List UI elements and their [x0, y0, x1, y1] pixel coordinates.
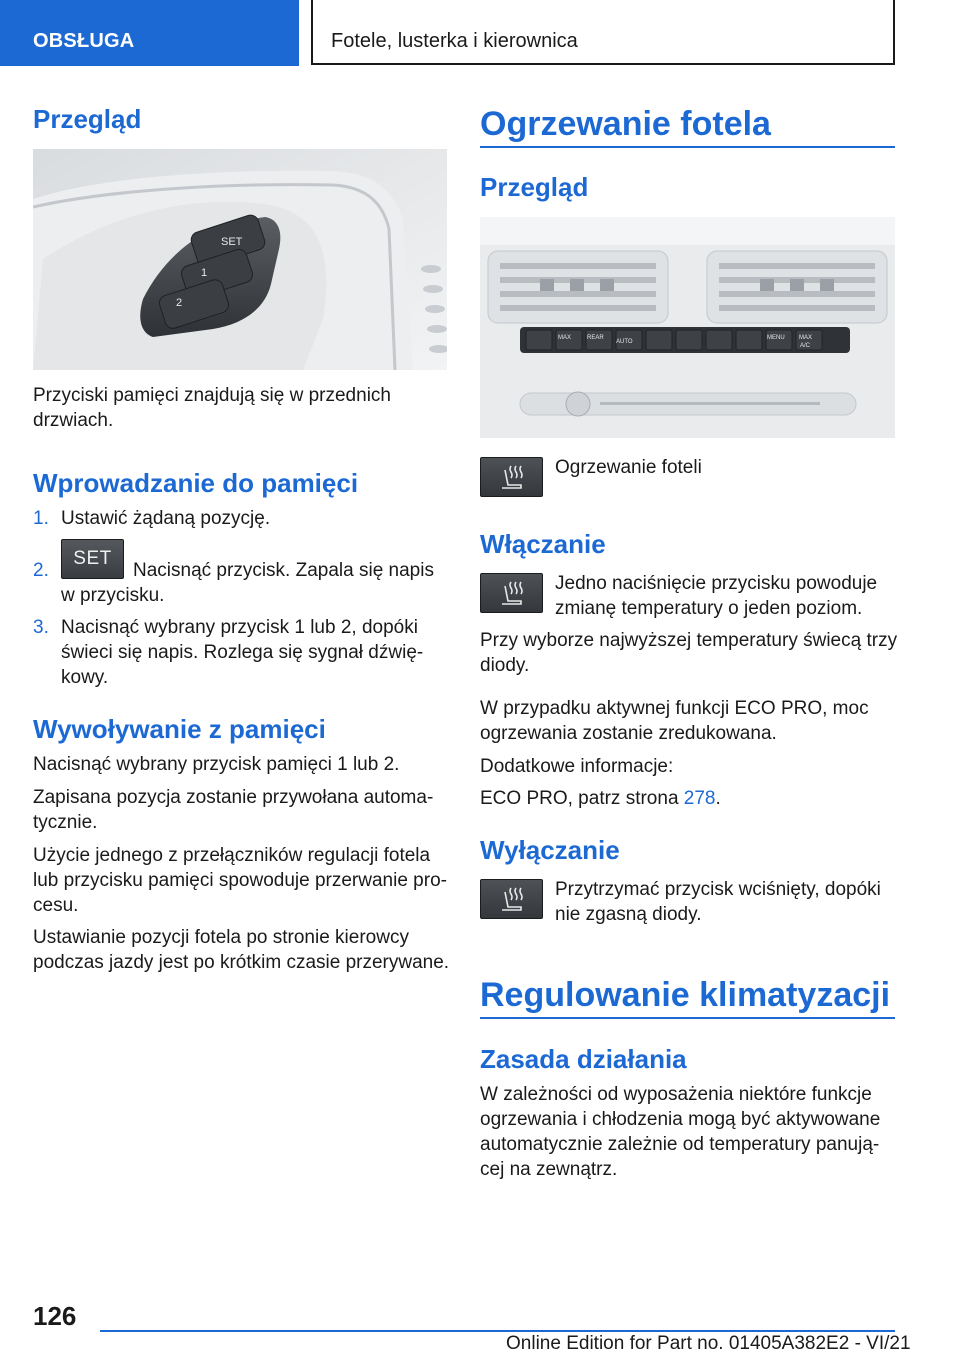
off-heading: Wyłączanie [480, 835, 620, 865]
principle-line-1: W zależności od wyposażenia niektóre funkcje [480, 1084, 872, 1105]
recall-para-2-line-2: tycznie. [33, 812, 98, 833]
door-btn-2-label: 2 [176, 297, 183, 309]
chapter-title: Fotele, lusterka i kierownica [331, 30, 578, 52]
section-tab [0, 0, 299, 66]
eco-pro-line-1: W przypadku aktywnej funkcji ECO PRO, moc [480, 698, 869, 719]
set-button-image: SET [61, 539, 124, 579]
console-illustration [480, 217, 895, 438]
step-1-text: Ustawić żądaną pozycję. [61, 508, 271, 529]
on-heading: Włączanie [480, 529, 606, 559]
step-1-number: 1. [33, 508, 49, 529]
overview-heading-left: Przegląd [33, 104, 142, 134]
door-buttons-text-line-2: drzwiach. [33, 410, 114, 431]
seat-heating-button-icon-on [480, 573, 543, 613]
climate-console-photo [480, 217, 895, 438]
climate-rule [480, 1017, 895, 1019]
recall-para-3-line-3: cesu. [33, 895, 79, 916]
climate-heading: Regulowanie klimatyzacji [480, 976, 891, 1014]
console-btn-auto: AUTO [616, 339, 633, 345]
footer-rule [100, 1330, 895, 1332]
off-text-line-1: Przytrzymać przycisk wciśnięty, dopóki [555, 879, 881, 900]
principle-heading: Zasada działania [480, 1044, 687, 1074]
on-text-line-1: Jedno naciśnięcie przycisku powoduje [555, 573, 878, 594]
section-title: OBSŁUGA [33, 30, 135, 52]
principle-line-2: ogrzewania i chłodzenia mogą być aktywowane [480, 1109, 881, 1130]
console-btn-menu: MENU [767, 335, 785, 341]
recall-para-4-line-2: podczas jazdy jest po krótkim czasie przerywane. [33, 952, 450, 973]
step-3-text-line-1: Nacisnąć wybrany przycisk 1 lub 2, dopóki [61, 617, 418, 638]
recall-para-3-line-1: Użycie jednego z przełączników regulacji fotela [33, 845, 431, 866]
eco-pro-line-2: ogrzewania zostanie zredukowana. [480, 723, 777, 744]
step-2-number: 2. [33, 560, 49, 581]
principle-line-4: cej na zewnątrz. [480, 1159, 618, 1180]
seat-heating-button-icon [480, 457, 543, 497]
recall-para-1-line-1: Nacisnąć wybrany przycisk pamięci 1 lub 2. [33, 754, 400, 775]
page-number: 126 [33, 1301, 77, 1331]
door-panel-illustration [33, 149, 447, 370]
door-buttons-text-line-1: Przyciski pamięci znajdują się w przednich [33, 385, 391, 406]
page-278-link[interactable]: 278 [683, 788, 716, 809]
highest-temp-line-2: diody. [480, 655, 530, 676]
overview-heading-right: Przegląd [480, 172, 589, 202]
store-heading: Wprowadzanie do pamięci [33, 468, 359, 498]
door-btn-set-label: SET [221, 236, 243, 248]
seat-heating-rule [480, 146, 895, 148]
edition-info: Online Edition for Part no. 01405A382E2 - VI/21 [506, 1333, 911, 1354]
console-btn-rear: REAR [587, 335, 604, 341]
console-btn-ac: A/C [800, 343, 811, 349]
more-info-label: Dodatkowe informacje: [480, 756, 674, 777]
step-3-text-line-2: świeci się napis. Rozlega się sygnał dźwię‐ [61, 642, 424, 663]
step-3-number: 3. [33, 617, 49, 638]
seat-heat-icon [481, 574, 542, 612]
recall-para-3-line-2: lub przycisku pamięci spowoduje przerwanie pro‐ [33, 870, 447, 891]
recall-heading: Wywoływanie z pamięci [33, 714, 326, 744]
seat-heat-icon [481, 880, 542, 918]
seat-heating-heading: Ogrzewanie fotela [480, 105, 771, 143]
on-text-line-2: zmianę temperatury o jeden poziom. [555, 598, 863, 619]
highest-temp-line-1: Przy wyborze najwyższej temperatury świecą trzy [480, 630, 898, 651]
eco-pro-reference-end: . [715, 788, 721, 809]
door-memory-photo [33, 149, 447, 370]
seat-heating-button-icon-off [480, 879, 543, 919]
principle-line-3: automatycznie zależnie od temperatury panują‐ [480, 1134, 880, 1155]
eco-pro-reference-text: ECO PRO, patrz strona [480, 788, 684, 809]
seat-heat-icon [481, 458, 542, 496]
console-btn-max-ac: MAX [799, 335, 813, 341]
chapter-tab [311, 0, 895, 65]
recall-para-4-line-1: Ustawianie pozycji fotela po stronie kierowcy [33, 927, 409, 948]
off-text-line-2: nie zgasną diody. [555, 904, 702, 925]
recall-para-2-line-1: Zapisana pozycja zostanie przywołana automa‐ [33, 787, 434, 808]
step-2-text-line-1: Nacisnąć przycisk. Zapala się napis [133, 560, 434, 581]
icon-caption: Ogrzewanie foteli [555, 457, 702, 478]
console-btn-max: MAX [558, 335, 572, 341]
eco-pro-reference [480, 786, 721, 811]
step-2-text-line-2: w przycisku. [61, 585, 165, 606]
door-btn-1-label: 1 [201, 267, 208, 279]
step-3-text-line-3: kowy. [61, 667, 109, 688]
